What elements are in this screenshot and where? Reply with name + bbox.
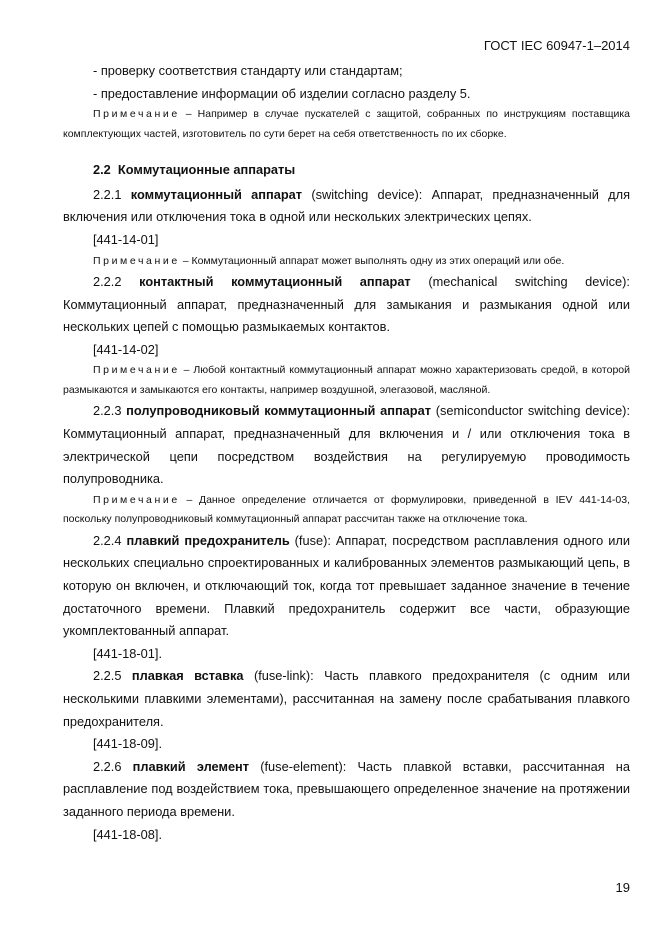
page-number: 19 bbox=[615, 880, 630, 895]
list-item: - проверку соответствия стандарту или стандартам; bbox=[93, 63, 403, 78]
term-number: 2.2.2 bbox=[93, 274, 122, 290]
term-name: плавкий элемент bbox=[132, 758, 250, 774]
note-text: – Любой контактный коммутационный аппарат можно характеризовать средой, в которой размыкаются и замыкаются его контакты, например воздушной, элегазовой, масляной. bbox=[63, 364, 630, 396]
note-label: Примечание bbox=[93, 108, 180, 121]
term-reference: [441-18-01]. bbox=[93, 645, 163, 661]
term-text: (semiconductor switching device): Коммутационный аппарат, предназначенный для включения и / или отключения тока в электрической цепи посредством воздействия на регулируемую проводимость полупроводника. bbox=[63, 403, 630, 487]
note-text: – Например в случае пускателей с защитой, собранных по инструкциям поставщика комплектующих частей, изготовитель по сути берет на себя ответственность по их сборке. bbox=[63, 108, 630, 140]
term-name: коммутационный аппарат bbox=[130, 186, 303, 202]
term-reference: [441-18-09]. bbox=[93, 736, 163, 752]
term-name: контактный коммутационный аппарат bbox=[139, 274, 411, 290]
term-definition bbox=[63, 400, 630, 490]
note bbox=[63, 252, 630, 272]
term-reference: [441-18-08]. bbox=[93, 826, 163, 842]
term-definition bbox=[63, 184, 630, 229]
term-number: 2.2.1 bbox=[93, 186, 122, 202]
note bbox=[63, 491, 630, 530]
page-content bbox=[63, 60, 630, 846]
term-reference: [441-14-02] bbox=[93, 341, 159, 357]
term-name: полупроводниковый коммутационный аппарат bbox=[126, 403, 432, 419]
term-text: (fuse-element): Часть плавкой вставки, рассчитанная на расплавление под воздействием тока, превышающего определенное значение на протяжении заданного периода времени. bbox=[63, 758, 630, 819]
list-item: - предоставление информации об изделии согласно разделу 5. bbox=[93, 85, 471, 101]
note-text: – Коммутационный аппарат может выполнять одну из этих операций или обе. bbox=[179, 254, 565, 267]
note-text: – Данное определение отличается от формулировки, приведенной в IEV 441-14-03, поскольку полупроводниковый коммутационный аппарат рассчитан также на отключение тока. bbox=[63, 493, 630, 526]
term-number: 2.2.3 bbox=[93, 403, 122, 419]
section-heading bbox=[63, 159, 630, 182]
term-text: (mechanical switching device): Коммутационный аппарат, предназначенный для замыкания и размыкания одной или нескольких цепей с помощью размыкаемых контактов. bbox=[63, 274, 630, 335]
term-name: плавкая вставка bbox=[131, 668, 244, 684]
section-number: 2.2 bbox=[93, 162, 111, 178]
term-definition bbox=[63, 756, 630, 824]
term-text: (fuse): Аппарат, посредством расплавления одного или нескольких специально спроектированных и калиброванных элементов размыкающий цепь, в которую он включен, и отключающий ток, когда тот превышает заданное значение в течение достаточного времени. Плавкий предохранитель содержит все части, образующие укомплектованный аппарат. bbox=[63, 532, 631, 639]
term-name: плавкий предохранитель bbox=[126, 532, 290, 548]
note-label: Примечание bbox=[93, 364, 180, 377]
note bbox=[63, 361, 630, 400]
note-label: Примечание bbox=[93, 254, 180, 267]
term-definition bbox=[63, 530, 630, 643]
note bbox=[63, 105, 630, 144]
term-reference: [441-14-01] bbox=[93, 231, 159, 247]
term-text: (fuse-link): Часть плавкого предохранителя (с одним или несколькими плавкими элементами), рассчитанная на замену после срабатывания плавкого предохранителя. bbox=[63, 668, 630, 729]
term-number: 2.2.6 bbox=[93, 758, 122, 774]
term-text: (switching device): Аппарат, предназначенный для включения или отключения тока в одной или нескольких электрических цепях. bbox=[63, 186, 630, 225]
document-header: ГОСТ IEC 60947-1–2014 bbox=[483, 38, 630, 53]
term-definition bbox=[63, 271, 630, 339]
term-definition bbox=[63, 665, 630, 733]
note-label: Примечание bbox=[93, 493, 180, 506]
section-title: Коммутационные аппараты bbox=[117, 162, 296, 178]
term-number: 2.2.4 bbox=[93, 532, 122, 548]
term-number: 2.2.5 bbox=[93, 668, 122, 684]
